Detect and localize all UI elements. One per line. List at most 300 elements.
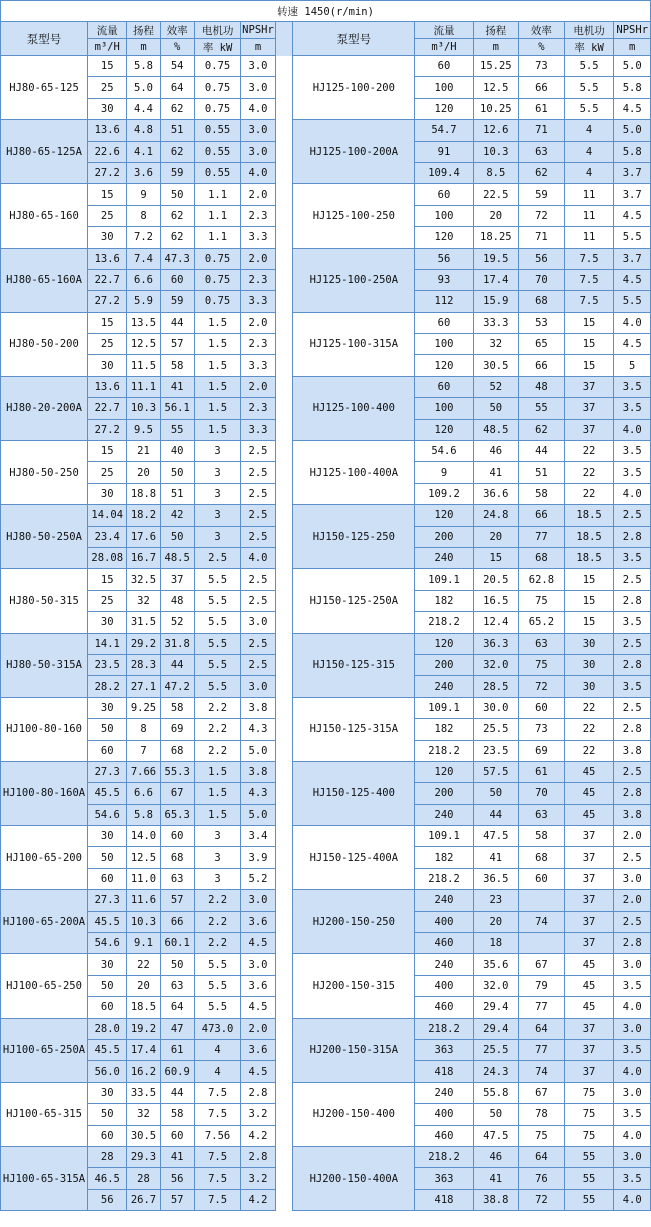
left-head-cell: 31.5 <box>127 612 160 633</box>
left-eff-cell: 57 <box>160 890 194 911</box>
header-head-left: 扬程 <box>127 22 160 39</box>
right-flow-cell: 100 <box>415 205 473 226</box>
left-power-cell: 0.75 <box>194 248 241 269</box>
right-power-cell: 11 <box>564 184 614 205</box>
table-row <box>1 184 651 205</box>
left-npsh-cell: 3.2 <box>241 1168 275 1189</box>
right-eff-cell: 68 <box>519 847 565 868</box>
right-flow-cell: 120 <box>415 505 473 526</box>
right-power-cell: 5.5 <box>564 77 614 98</box>
left-power-cell: 5.5 <box>194 612 241 633</box>
left-head-cell: 29.3 <box>127 1146 160 1167</box>
right-model-cell: HJ125-100-400 <box>293 376 415 440</box>
header-head-right: 扬程 <box>473 22 519 39</box>
left-npsh-cell: 4.2 <box>241 1189 275 1210</box>
right-eff-cell: 44 <box>519 441 565 462</box>
right-flow-cell: 93 <box>415 269 473 290</box>
left-power-cell: 1.5 <box>194 804 241 825</box>
right-head-cell: 36.3 <box>473 633 519 654</box>
right-eff-cell: 77 <box>519 1039 565 1060</box>
left-head-cell: 21 <box>127 441 160 462</box>
right-npsh-cell: 2.8 <box>614 783 651 804</box>
right-power-cell: 18.5 <box>564 505 614 526</box>
left-power-cell: 1.5 <box>194 398 241 419</box>
right-head-cell: 36.6 <box>473 483 519 504</box>
right-power-cell: 45 <box>564 783 614 804</box>
right-head-cell: 19.5 <box>473 248 519 269</box>
left-flow-cell: 30 <box>88 98 127 119</box>
right-eff-cell: 63 <box>519 141 565 162</box>
table-row <box>1 376 651 397</box>
right-head-cell: 23 <box>473 890 519 911</box>
left-eff-cell: 62 <box>160 205 194 226</box>
left-power-cell: 7.5 <box>194 1189 241 1210</box>
left-power-cell: 2.2 <box>194 697 241 718</box>
right-flow-cell: 240 <box>415 547 473 568</box>
right-flow-cell: 418 <box>415 1061 473 1082</box>
left-power-cell: 3 <box>194 826 241 847</box>
left-npsh-cell: 2.0 <box>241 312 275 333</box>
left-power-cell: 3 <box>194 847 241 868</box>
right-npsh-cell: 2.8 <box>614 590 651 611</box>
left-model-cell: HJ100-65-200 <box>1 826 88 890</box>
left-head-cell: 29.2 <box>127 633 160 654</box>
left-head-cell: 10.3 <box>127 398 160 419</box>
left-npsh-cell: 3.2 <box>241 1104 275 1125</box>
left-power-cell: 1.1 <box>194 205 241 226</box>
left-npsh-cell: 2.5 <box>241 654 275 675</box>
left-flow-cell: 56 <box>88 1189 127 1210</box>
left-flow-cell: 54.6 <box>88 804 127 825</box>
right-eff-cell: 73 <box>519 719 565 740</box>
right-eff-cell: 74 <box>519 911 565 932</box>
table-row <box>1 120 651 141</box>
left-flow-cell: 50 <box>88 1104 127 1125</box>
right-power-cell: 15 <box>564 569 614 590</box>
right-power-cell: 75 <box>564 1104 614 1125</box>
left-power-cell: 3 <box>194 505 241 526</box>
right-npsh-cell: 3.5 <box>614 1039 651 1060</box>
right-npsh-cell: 5.8 <box>614 141 651 162</box>
left-npsh-cell: 3.3 <box>241 227 275 248</box>
left-flow-cell: 14.1 <box>88 633 127 654</box>
left-head-cell: 4.8 <box>127 120 160 141</box>
left-head-cell: 16.7 <box>127 547 160 568</box>
left-npsh-cell: 3.6 <box>241 975 275 996</box>
right-head-cell: 15 <box>473 547 519 568</box>
right-npsh-cell: 3.5 <box>614 441 651 462</box>
left-eff-cell: 64 <box>160 77 194 98</box>
table-row <box>1 569 651 590</box>
left-flow-cell: 50 <box>88 719 127 740</box>
left-model-cell: HJ80-50-200 <box>1 312 88 376</box>
right-flow-cell: 54.7 <box>415 120 473 141</box>
right-power-cell: 37 <box>564 398 614 419</box>
right-npsh-cell: 3.5 <box>614 547 651 568</box>
right-head-cell: 17.4 <box>473 269 519 290</box>
left-npsh-cell: 2.3 <box>241 398 275 419</box>
right-power-cell: 22 <box>564 697 614 718</box>
right-eff-cell: 64 <box>519 1018 565 1039</box>
left-npsh-cell: 3.0 <box>241 954 275 975</box>
left-eff-cell: 50 <box>160 462 194 483</box>
right-head-cell: 25.5 <box>473 719 519 740</box>
right-eff-cell: 74 <box>519 1061 565 1082</box>
right-flow-cell: 200 <box>415 654 473 675</box>
left-npsh-cell: 3.0 <box>241 890 275 911</box>
right-flow-cell: 218.2 <box>415 740 473 761</box>
left-head-cell: 12.5 <box>127 847 160 868</box>
left-eff-cell: 68 <box>160 740 194 761</box>
left-head-cell: 5.8 <box>127 804 160 825</box>
right-npsh-cell: 3.7 <box>614 184 651 205</box>
right-eff-cell: 72 <box>519 1189 565 1210</box>
right-eff-cell: 73 <box>519 56 565 77</box>
right-flow-cell: 100 <box>415 77 473 98</box>
left-flow-cell: 22.7 <box>88 398 127 419</box>
left-npsh-cell: 4.5 <box>241 997 275 1018</box>
right-npsh-cell: 5.5 <box>614 291 651 312</box>
right-head-cell: 12.6 <box>473 120 519 141</box>
right-npsh-cell: 2.0 <box>614 890 651 911</box>
table-row <box>1 826 651 847</box>
right-npsh-cell: 2.5 <box>614 697 651 718</box>
right-eff-cell: 64 <box>519 1146 565 1167</box>
right-npsh-cell: 2.8 <box>614 933 651 954</box>
right-power-cell: 45 <box>564 975 614 996</box>
right-power-cell: 7.5 <box>564 248 614 269</box>
left-npsh-cell: 3.3 <box>241 355 275 376</box>
right-head-cell: 36.5 <box>473 868 519 889</box>
left-eff-cell: 65.3 <box>160 804 194 825</box>
right-eff-cell <box>519 890 565 911</box>
left-head-cell: 17.6 <box>127 526 160 547</box>
right-eff-cell: 68 <box>519 291 565 312</box>
left-head-cell: 14.0 <box>127 826 160 847</box>
left-power-cell: 1.1 <box>194 184 241 205</box>
left-model-cell: HJ80-50-250 <box>1 441 88 505</box>
left-head-cell: 10.3 <box>127 911 160 932</box>
left-eff-cell: 51 <box>160 483 194 504</box>
left-eff-cell: 60.9 <box>160 1061 194 1082</box>
header-npsh-unit-right: m <box>614 39 651 56</box>
header-eff-unit-right: % <box>519 39 565 56</box>
right-flow-cell: 218.2 <box>415 1018 473 1039</box>
left-npsh-cell: 4.0 <box>241 162 275 183</box>
right-eff-cell: 66 <box>519 77 565 98</box>
left-head-cell: 4.4 <box>127 98 160 119</box>
right-flow-cell: 363 <box>415 1039 473 1060</box>
left-npsh-cell: 4.2 <box>241 1125 275 1146</box>
right-power-cell: 45 <box>564 954 614 975</box>
left-npsh-cell: 2.0 <box>241 376 275 397</box>
right-flow-cell: 91 <box>415 141 473 162</box>
left-head-cell: 32.5 <box>127 569 160 590</box>
left-power-cell: 7.5 <box>194 1146 241 1167</box>
left-eff-cell: 58 <box>160 355 194 376</box>
speed-title: 转速 1450(r/min) <box>1 1 651 22</box>
left-power-cell: 0.75 <box>194 291 241 312</box>
left-eff-cell: 54 <box>160 56 194 77</box>
right-flow-cell: 240 <box>415 954 473 975</box>
left-flow-cell: 30 <box>88 1082 127 1103</box>
left-eff-cell: 37 <box>160 569 194 590</box>
left-power-cell: 0.55 <box>194 162 241 183</box>
left-power-cell: 7.5 <box>194 1104 241 1125</box>
left-head-cell: 9 <box>127 184 160 205</box>
left-flow-cell: 45.5 <box>88 783 127 804</box>
left-head-cell: 27.1 <box>127 676 160 697</box>
left-npsh-cell: 2.5 <box>241 441 275 462</box>
left-eff-cell: 44 <box>160 1082 194 1103</box>
left-model-cell: HJ100-80-160A <box>1 761 88 825</box>
left-power-cell: 0.75 <box>194 77 241 98</box>
right-power-cell: 15 <box>564 334 614 355</box>
left-eff-cell: 60.1 <box>160 933 194 954</box>
right-npsh-cell: 4.5 <box>614 334 651 355</box>
right-eff-cell: 58 <box>519 483 565 504</box>
table-row <box>1 441 651 462</box>
left-npsh-cell: 2.5 <box>241 569 275 590</box>
table-row <box>1 1082 651 1103</box>
right-eff-cell: 59 <box>519 184 565 205</box>
left-npsh-cell: 3.0 <box>241 56 275 77</box>
right-model-cell: HJ200-150-400A <box>293 1146 415 1210</box>
left-head-cell: 11.5 <box>127 355 160 376</box>
right-model-cell: HJ125-100-315A <box>293 312 415 376</box>
left-eff-cell: 63 <box>160 975 194 996</box>
left-model-cell: HJ100-65-315A <box>1 1146 88 1210</box>
right-flow-cell: 460 <box>415 933 473 954</box>
left-flow-cell: 45.5 <box>88 911 127 932</box>
left-head-cell: 20 <box>127 462 160 483</box>
left-head-cell: 5.9 <box>127 291 160 312</box>
right-npsh-cell: 2.8 <box>614 654 651 675</box>
right-eff-cell: 60 <box>519 868 565 889</box>
left-power-cell: 1.5 <box>194 761 241 782</box>
left-power-cell: 7.5 <box>194 1168 241 1189</box>
right-power-cell: 75 <box>564 1125 614 1146</box>
right-flow-cell: 400 <box>415 975 473 996</box>
left-flow-cell: 22.7 <box>88 269 127 290</box>
right-flow-cell: 54.6 <box>415 441 473 462</box>
column-gap <box>275 22 293 56</box>
right-flow-cell: 109.1 <box>415 569 473 590</box>
right-eff-cell: 62.8 <box>519 569 565 590</box>
left-eff-cell: 48 <box>160 590 194 611</box>
right-flow-cell: 182 <box>415 847 473 868</box>
left-flow-cell: 30 <box>88 954 127 975</box>
left-head-cell: 12.5 <box>127 334 160 355</box>
right-head-cell: 16.5 <box>473 590 519 611</box>
right-power-cell: 37 <box>564 868 614 889</box>
header-head-unit-right: m <box>473 39 519 56</box>
left-power-cell: 7.56 <box>194 1125 241 1146</box>
right-eff-cell: 66 <box>519 355 565 376</box>
header-flow-unit-right: m³/H <box>415 39 473 56</box>
left-flow-cell: 28 <box>88 1146 127 1167</box>
left-flow-cell: 28.2 <box>88 676 127 697</box>
right-model-cell: HJ150-125-400A <box>293 826 415 890</box>
left-flow-cell: 13.6 <box>88 248 127 269</box>
right-head-cell: 10.3 <box>473 141 519 162</box>
left-eff-cell: 68 <box>160 847 194 868</box>
header-power-unit-right: 率 kW <box>564 39 614 56</box>
right-model-cell: HJ150-125-315 <box>293 633 415 697</box>
left-power-cell: 5.5 <box>194 676 241 697</box>
right-flow-cell: 240 <box>415 890 473 911</box>
right-power-cell: 55 <box>564 1189 614 1210</box>
left-power-cell: 2.2 <box>194 890 241 911</box>
right-power-cell: 4 <box>564 141 614 162</box>
right-head-cell: 41 <box>473 847 519 868</box>
left-eff-cell: 47.3 <box>160 248 194 269</box>
right-head-cell: 38.8 <box>473 1189 519 1210</box>
right-flow-cell: 240 <box>415 804 473 825</box>
header-npsh-unit-left: m <box>241 39 275 56</box>
left-npsh-cell: 4.5 <box>241 1061 275 1082</box>
right-head-cell: 20.5 <box>473 569 519 590</box>
right-npsh-cell: 4.0 <box>614 997 651 1018</box>
left-npsh-cell: 2.3 <box>241 269 275 290</box>
right-head-cell: 28.5 <box>473 676 519 697</box>
right-head-cell: 25.5 <box>473 1039 519 1060</box>
left-head-cell: 7 <box>127 740 160 761</box>
left-flow-cell: 27.3 <box>88 761 127 782</box>
left-flow-cell: 23.5 <box>88 654 127 675</box>
left-npsh-cell: 3.8 <box>241 697 275 718</box>
right-power-cell: 22 <box>564 740 614 761</box>
left-flow-cell: 30 <box>88 483 127 504</box>
right-npsh-cell: 3.5 <box>614 462 651 483</box>
left-eff-cell: 47.2 <box>160 676 194 697</box>
left-flow-cell: 60 <box>88 868 127 889</box>
right-power-cell: 37 <box>564 847 614 868</box>
right-head-cell: 32.0 <box>473 975 519 996</box>
right-power-cell: 18.5 <box>564 526 614 547</box>
left-power-cell: 5.5 <box>194 654 241 675</box>
right-head-cell: 50 <box>473 398 519 419</box>
right-model-cell: HJ125-100-400A <box>293 441 415 505</box>
left-model-cell: HJ80-65-160 <box>1 184 88 248</box>
right-npsh-cell: 2.8 <box>614 719 651 740</box>
left-flow-cell: 56.0 <box>88 1061 127 1082</box>
right-eff-cell: 48 <box>519 376 565 397</box>
right-head-cell: 41 <box>473 1168 519 1189</box>
left-head-cell: 17.4 <box>127 1039 160 1060</box>
left-power-cell: 2.2 <box>194 933 241 954</box>
right-power-cell: 15 <box>564 590 614 611</box>
left-head-cell: 6.6 <box>127 783 160 804</box>
left-head-cell: 5.0 <box>127 77 160 98</box>
left-power-cell: 5.5 <box>194 997 241 1018</box>
right-model-cell: HJ125-100-200A <box>293 120 415 184</box>
left-eff-cell: 51 <box>160 120 194 141</box>
right-model-cell: HJ150-125-400 <box>293 761 415 825</box>
left-power-cell: 1.5 <box>194 419 241 440</box>
left-npsh-cell: 3.9 <box>241 847 275 868</box>
left-eff-cell: 40 <box>160 441 194 462</box>
left-head-cell: 3.6 <box>127 162 160 183</box>
right-flow-cell: 120 <box>415 98 473 119</box>
right-flow-cell: 460 <box>415 997 473 1018</box>
right-flow-cell: 60 <box>415 312 473 333</box>
right-flow-cell: 120 <box>415 419 473 440</box>
right-power-cell: 22 <box>564 441 614 462</box>
left-npsh-cell: 2.5 <box>241 462 275 483</box>
left-power-cell: 1.1 <box>194 227 241 248</box>
right-power-cell: 22 <box>564 483 614 504</box>
left-head-cell: 7.66 <box>127 761 160 782</box>
right-flow-cell: 56 <box>415 248 473 269</box>
left-npsh-cell: 2.5 <box>241 633 275 654</box>
right-flow-cell: 240 <box>415 1082 473 1103</box>
left-eff-cell: 50 <box>160 184 194 205</box>
left-power-cell: 3 <box>194 483 241 504</box>
left-head-cell: 32 <box>127 590 160 611</box>
left-head-cell: 16.2 <box>127 1061 160 1082</box>
left-model-cell: HJ80-65-160A <box>1 248 88 312</box>
header-power-unit-left: 率 kW <box>194 39 241 56</box>
right-flow-cell: 400 <box>415 911 473 932</box>
right-head-cell: 50 <box>473 783 519 804</box>
right-head-cell: 57.5 <box>473 761 519 782</box>
right-head-cell: 20 <box>473 911 519 932</box>
right-head-cell: 10.25 <box>473 98 519 119</box>
left-model-cell: HJ100-65-200A <box>1 890 88 954</box>
left-power-cell: 5.5 <box>194 633 241 654</box>
left-eff-cell: 56 <box>160 1168 194 1189</box>
right-npsh-cell: 4.0 <box>614 1061 651 1082</box>
right-head-cell: 33.3 <box>473 312 519 333</box>
left-npsh-cell: 3.0 <box>241 141 275 162</box>
left-head-cell: 8 <box>127 205 160 226</box>
left-eff-cell: 55 <box>160 419 194 440</box>
left-power-cell: 1.5 <box>194 376 241 397</box>
right-npsh-cell: 3.0 <box>614 1018 651 1039</box>
left-head-cell: 33.5 <box>127 1082 160 1103</box>
left-flow-cell: 25 <box>88 334 127 355</box>
table-row <box>1 761 651 782</box>
table-row <box>1 697 651 718</box>
right-power-cell: 22 <box>564 719 614 740</box>
left-head-cell: 9.1 <box>127 933 160 954</box>
table-row <box>1 56 651 77</box>
right-npsh-cell: 3.8 <box>614 804 651 825</box>
right-eff-cell: 63 <box>519 804 565 825</box>
left-head-cell: 20 <box>127 975 160 996</box>
right-npsh-cell: 2.5 <box>614 569 651 590</box>
left-power-cell: 5.5 <box>194 590 241 611</box>
right-npsh-cell: 3.5 <box>614 975 651 996</box>
left-power-cell: 0.75 <box>194 98 241 119</box>
right-head-cell: 44 <box>473 804 519 825</box>
left-power-cell: 7.5 <box>194 1082 241 1103</box>
left-head-cell: 5.8 <box>127 56 160 77</box>
right-power-cell: 37 <box>564 911 614 932</box>
header-eff-left: 效率 <box>160 22 194 39</box>
left-head-cell: 30.5 <box>127 1125 160 1146</box>
left-flow-cell: 30 <box>88 697 127 718</box>
left-eff-cell: 52 <box>160 612 194 633</box>
right-flow-cell: 218.2 <box>415 612 473 633</box>
right-flow-cell: 200 <box>415 783 473 804</box>
right-eff-cell: 61 <box>519 761 565 782</box>
left-npsh-cell: 2.0 <box>241 184 275 205</box>
right-flow-cell: 182 <box>415 590 473 611</box>
left-head-cell: 11.6 <box>127 890 160 911</box>
right-npsh-cell: 3.7 <box>614 162 651 183</box>
